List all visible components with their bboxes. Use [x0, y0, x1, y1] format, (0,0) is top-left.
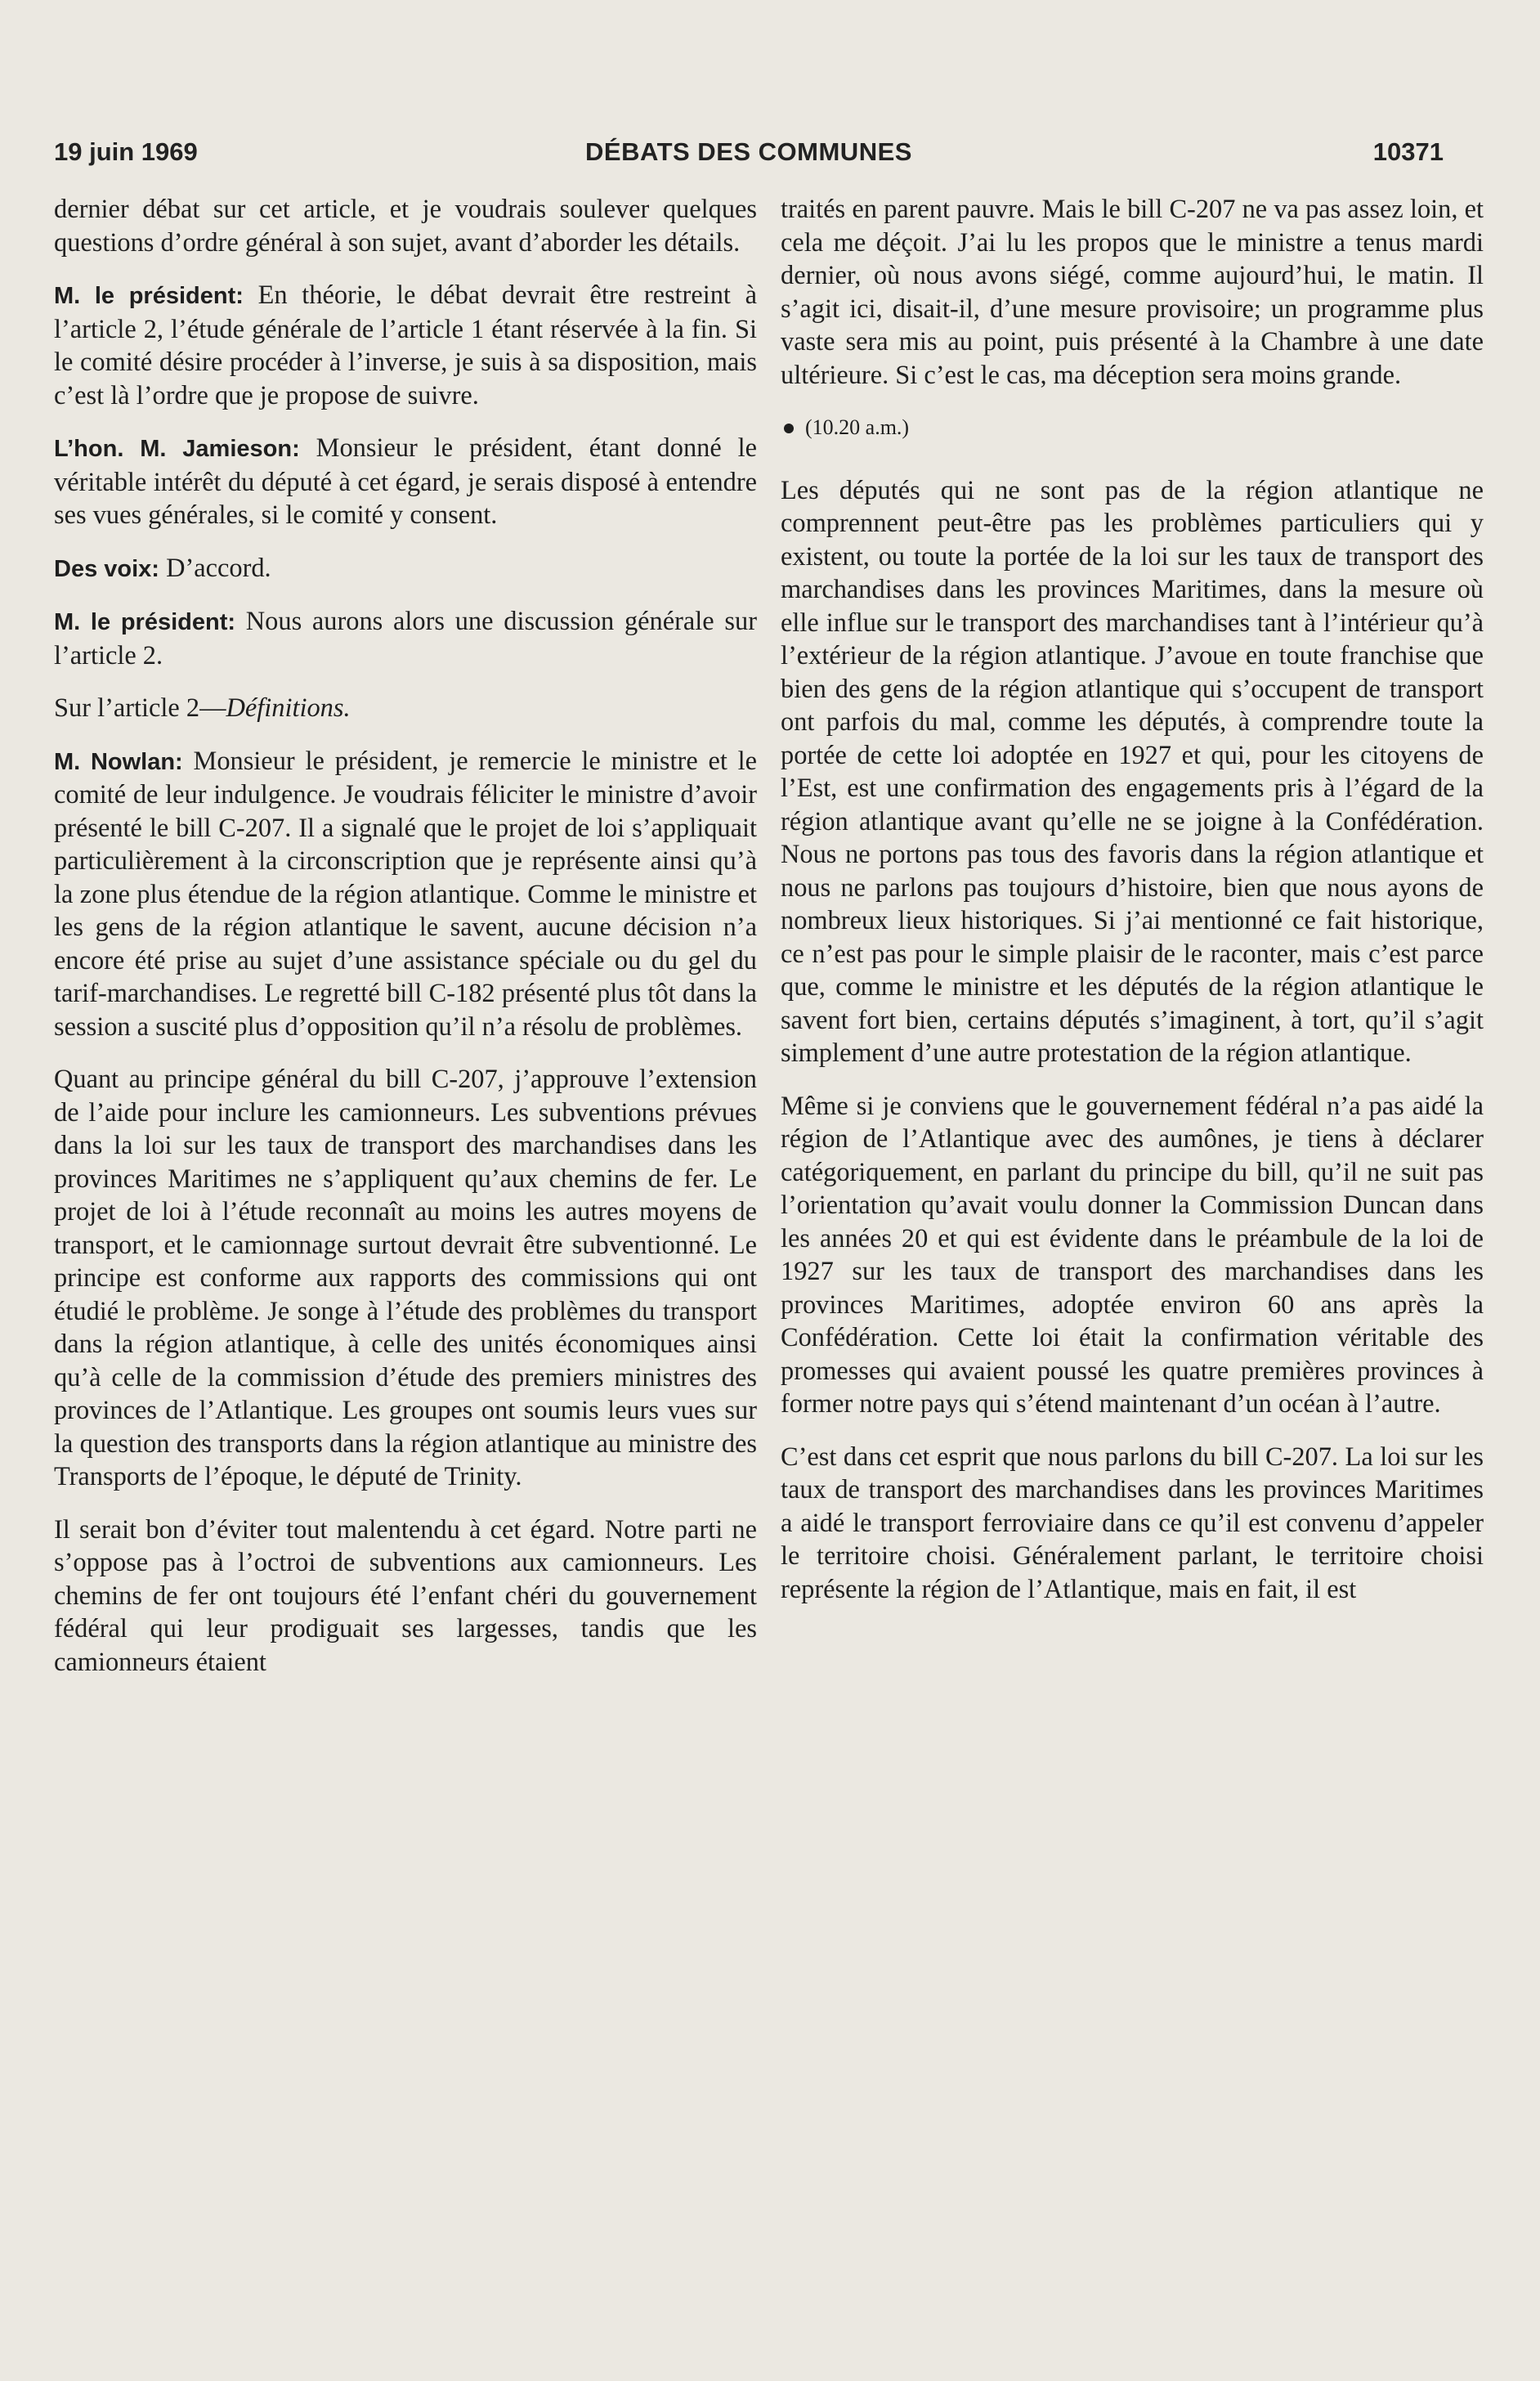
speaker-label: M. le président: [54, 283, 244, 309]
article-heading [54, 692, 757, 725]
bullet-icon [784, 424, 794, 433]
speech-nowlan [54, 745, 757, 1044]
paragraph: Les députés qui ne sont pas de la région atlantique ne comprennent peut-être pas les problèmes particuliers qui y existent, ou toute la portée de la loi sur les taux de transport des marchandises dans les provinces Maritimes, dans la mesure où elle influe sur le transport des marchandises tant à l’intérieur qu’à l’extérieur de la région atlantique. J’avoue en toute franchise que bien des gens de la région atlantique qui s’occupent de transport ont parfois du mal, comme les députés, à comprendre toute la portée de cette loi adoptée en 1927 et qui, pour les citoyens de l’Est, est une confirmation des engagements pris à l’égard de la région atlantique avant qu’elle ne se joigne à la Confédération. Nous ne portons pas tous des favoris dans la région atlantique et nous ne parlons pas toujours d’histoire, bien que nous ayons de nombreux lieux historiques. Si j’ai mentionné ce fait historique, ce n’est pas pour le simple plaisir de le raconter, mais c’est parce que, comme le ministre et les députés de la région atlantique le savent fort bien, certains députés s’imaginent, à tort, qu’il s’agit simplement d’une autre protestation de la région atlantique. [781, 475, 1484, 1068]
paragraph: Quant au principe général du bill C-207, j’approuve l’extension de l’aide pour inclure les camionneurs. Les subventions prévues dans la loi sur les taux de transport des marchandises dans les provinces Maritimes ne s’appliquent qu’aux chemins de fer. Le projet de loi à l’étude reconnaît au moins les autres moyens de transport, et le camionnage surtout devrait être subventionné. Le principe est conforme aux rapports des commissions qui ont étudié le problème. Je songe à l’étude des problèmes du transport dans la région atlantique, à celle des unités économiques ainsi qu’à celle de la commission d’étude des premiers ministres des provinces de l’Atlantique. Les groupes ont soumis leurs vues sur la question des transports dans la région atlantique au ministre des Transports de l’époque, le député de Trinity. [54, 1065, 757, 1491]
timestamp-text: (10.20 a.m.) [805, 415, 910, 439]
paragraph: traités en parent pauvre. Mais le bill C-207 ne va pas assez loin, et cela me déçoit. J’ai lu les propos que le ministre a tenus mardi dernier, où nous avons siégé, comme aujourd’hui, le matin. Il s’agit ici, disait-il, d’une mesure provisoire; un programme plus vaste sera mis au point, puis présenté à la Chambre à une date ultérieure. Si c’est le cas, ma déception sera moins grande. [781, 195, 1484, 390]
speech-voices [54, 552, 757, 586]
article-prefix: Sur l’article 2— [54, 693, 226, 723]
speech-text: Nous aurons alors une discussion générale sur l’article 2. [54, 607, 757, 670]
speaker-label: M. Nowlan: [54, 748, 183, 775]
speech-president-2 [54, 605, 757, 672]
page-header [54, 131, 1444, 173]
speaker-label: Des voix: [54, 555, 159, 582]
speech-jamieson [54, 432, 757, 532]
header-date: 19 juin 1969 [54, 137, 198, 166]
article-title: Définitions. [226, 693, 351, 723]
left-column [54, 193, 757, 1698]
speech-text: D’accord. [166, 553, 271, 583]
speech-text: Monsieur le président, je remercie le ministre et le comité de leur indulgence. Je voudrais féliciter le ministre d’avoir présenté le bill C-207. Il a signalé que le projet de loi s’appliquait particulièrement à la circonscription que je représente ainsi qu’à la zone plus étendue de la région atlantique. Comme le ministre et les gens de la région atlantique le savent, aucune décision n’a encore été prise au sujet d’une assistance spéciale ou du gel du tarif-marchandises. Le regretté bill C-182 présenté plus tôt dans la session a suscité plus d’opposition qu’il n’a résolu de problèmes. [54, 746, 757, 1042]
speech-text: En théorie, le débat devrait être restreint à l’article 2, l’étude générale de l’article 1 étant réservée à la fin. Si le comité désire procéder à l’inverse, je suis à sa disposition, mais c’est là l’ordre que je propose de suivre. [54, 280, 757, 410]
timestamp [781, 411, 1484, 445]
speech-president-1 [54, 279, 757, 412]
speaker-label: L’hon. M. Jamieson: [54, 436, 300, 462]
right-column [781, 193, 1484, 1625]
paragraph: dernier débat sur cet article, et je voudrais soulever quelques questions d’ordre général à son sujet, avant d’aborder les détails. [54, 195, 757, 258]
paragraph: Même si je conviens que le gouvernement fédéral n’a pas aidé la région de l’Atlantique avec des aumônes, je tiens à déclarer catégoriquement, en parlant du principe du bill, qu’il ne suit pas l’orientation qu’avait voulu donner la Commission Duncan dans les années 20 et qui est évidente dans le préambule de la loi de 1927 sur les taux de transport des marchandises dans les provinces Maritimes, adoptée environ 60 ans après la Confédération. Cette loi était la confirmation véritable des promesses qui avaient poussé les quatre premières provinces à former notre pays qui s’étend maintenant d’un océan à l’autre. [781, 1091, 1484, 1419]
page-number: 10371 [1372, 137, 1444, 166]
header-title: DÉBATS DES COMMUNES [585, 137, 912, 166]
paragraph: Il serait bon d’éviter tout malentendu à cet égard. Notre parti ne s’oppose pas à l’octroi de subventions aux camionneurs. Les chemins de fer ont toujours été l’enfant chéri du gouvernement fédéral qui leur prodiguait ses largesses, tandis que les camionneurs étaient [54, 1514, 757, 1677]
speech-text: Monsieur le président, étant donné le véritable intérêt du député à cet égard, je serais disposé à entendre ses vues générales, si le comité y consent. [54, 433, 757, 530]
paragraph: C’est dans cet esprit que nous parlons du bill C-207. La loi sur les taux de transport des marchandises dans les provinces Maritimes a aidé le transport ferroviaire dans ce qu’il est convenu d’appeler le territoire choisi. Généralement parlant, le territoire choisi représente la région de l’Atlantique, mais en fait, il est [781, 1442, 1484, 1604]
speaker-label: M. le président: [54, 609, 236, 635]
